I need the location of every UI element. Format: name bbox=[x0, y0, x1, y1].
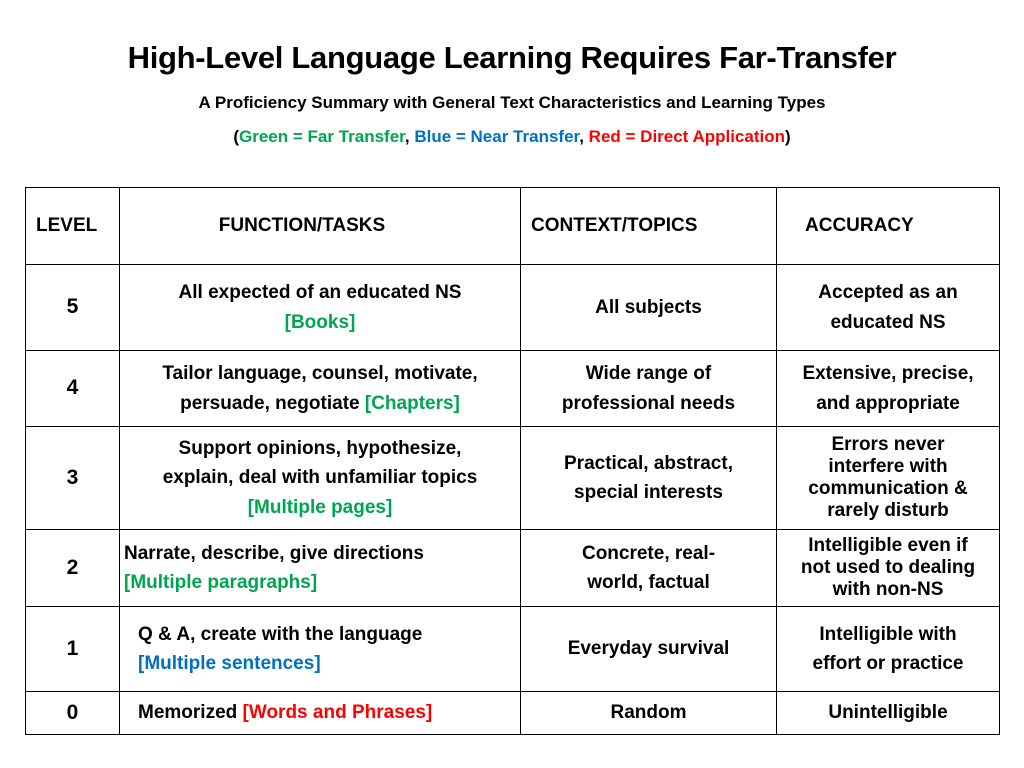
context-text: All subjects bbox=[595, 296, 702, 318]
function-text: persuade, negotiate bbox=[180, 392, 360, 414]
accuracy-line: educated NS bbox=[830, 311, 946, 333]
function-cell bbox=[120, 530, 521, 607]
slide-title: High-Level Language Learning Requires Far-Transfer bbox=[127, 40, 897, 75]
context-text: Random bbox=[610, 702, 687, 724]
level-cell: 3 bbox=[26, 427, 120, 530]
accuracy-line: and appropriate bbox=[816, 392, 960, 414]
accuracy-line: not used to dealing bbox=[800, 557, 976, 579]
accuracy-line: Intelligible even if bbox=[808, 535, 968, 557]
function-text-line2 bbox=[124, 389, 516, 418]
text-type-far: [Books] bbox=[284, 311, 356, 333]
proficiency-table bbox=[25, 187, 1000, 735]
function-text: Tailor language, counsel, motivate, bbox=[162, 363, 478, 385]
accuracy-cell bbox=[777, 530, 1000, 607]
table-header-row bbox=[26, 188, 1000, 265]
legend-sep-1: , bbox=[404, 127, 410, 146]
accuracy-line: Accepted as an bbox=[818, 282, 958, 304]
function-text: Memorized bbox=[138, 702, 238, 724]
function-cell bbox=[120, 427, 521, 530]
accuracy-cell bbox=[777, 607, 1000, 692]
table-row bbox=[26, 530, 1000, 607]
legend-near-transfer: Blue = Near Transfer bbox=[414, 127, 580, 146]
function-cell bbox=[120, 351, 521, 427]
table-row bbox=[26, 265, 1000, 351]
header-context: CONTEXT/TOPICS bbox=[521, 188, 777, 265]
accuracy-line: communication & bbox=[808, 478, 968, 499]
accuracy-cell bbox=[777, 265, 1000, 351]
text-type-near: [Multiple sentences] bbox=[138, 653, 321, 674]
context-line: world, factual bbox=[587, 572, 710, 593]
header-level: LEVEL bbox=[26, 188, 120, 265]
function-text: All expected of an educated NS bbox=[178, 282, 462, 304]
table-row bbox=[26, 692, 1000, 735]
context-line: special interests bbox=[574, 482, 723, 503]
context-cell bbox=[521, 265, 777, 351]
accuracy-line: with non-NS bbox=[832, 578, 944, 600]
header-function: FUNCTION/TASKS bbox=[120, 188, 521, 265]
level-cell: 4 bbox=[26, 351, 120, 427]
function-text: Narrate, describe, give directions bbox=[124, 542, 424, 564]
legend-open: ( bbox=[233, 127, 239, 146]
level-cell: 2 bbox=[26, 530, 120, 607]
context-cell bbox=[521, 351, 777, 427]
text-type-far: [Multiple pages] bbox=[247, 496, 393, 518]
accuracy-cell bbox=[777, 692, 1000, 735]
accuracy-line: interfere with bbox=[828, 456, 948, 478]
context-line: Practical, abstract, bbox=[564, 452, 733, 474]
level-cell: 0 bbox=[26, 692, 120, 735]
legend-close: ) bbox=[785, 127, 791, 146]
accuracy-cell bbox=[777, 427, 1000, 530]
context-cell bbox=[521, 692, 777, 735]
legend-sep-2: , bbox=[579, 127, 584, 146]
function-cell bbox=[120, 692, 521, 735]
accuracy-line: rarely disturb bbox=[827, 499, 949, 521]
table-row bbox=[26, 351, 1000, 427]
accuracy-line: Intelligible with bbox=[819, 623, 957, 645]
function-cell bbox=[120, 265, 521, 351]
table-row bbox=[26, 427, 1000, 530]
accuracy-line: Extensive, precise, bbox=[802, 363, 974, 385]
level-cell: 1 bbox=[26, 607, 120, 692]
legend-direct-application: Red = Direct Application bbox=[588, 127, 785, 146]
function-text: Q & A, create with the language bbox=[138, 623, 423, 645]
context-line: professional needs bbox=[561, 392, 736, 414]
table-row bbox=[26, 607, 1000, 692]
accuracy-text: Unintelligible bbox=[828, 702, 948, 724]
accuracy-line: effort or practice bbox=[812, 653, 964, 674]
function-cell bbox=[120, 607, 521, 692]
text-type-far: [Chapters] bbox=[364, 392, 460, 414]
context-line: Wide range of bbox=[585, 363, 712, 385]
legend-far-transfer: Green = Far Transfer bbox=[239, 127, 405, 146]
context-text: Everyday survival bbox=[567, 638, 730, 660]
context-cell bbox=[521, 530, 777, 607]
accuracy-line: Errors never bbox=[831, 434, 945, 456]
function-text: explain, deal with unfamiliar topics bbox=[162, 467, 478, 489]
context-line: Concrete, real- bbox=[581, 542, 716, 564]
text-type-direct: [Words and Phrases] bbox=[242, 702, 433, 724]
color-legend bbox=[0, 127, 1024, 147]
slide-subtitle: A Proficiency Summary with General Text Characteristics and Learning Types bbox=[198, 93, 826, 112]
header-accuracy: ACCURACY bbox=[777, 188, 1000, 265]
accuracy-cell bbox=[777, 351, 1000, 427]
context-cell bbox=[521, 427, 777, 530]
function-text: Support opinions, hypothesize, bbox=[178, 437, 462, 459]
context-cell bbox=[521, 607, 777, 692]
text-type-far: [Multiple paragraphs] bbox=[124, 572, 318, 593]
level-cell: 5 bbox=[26, 265, 120, 351]
